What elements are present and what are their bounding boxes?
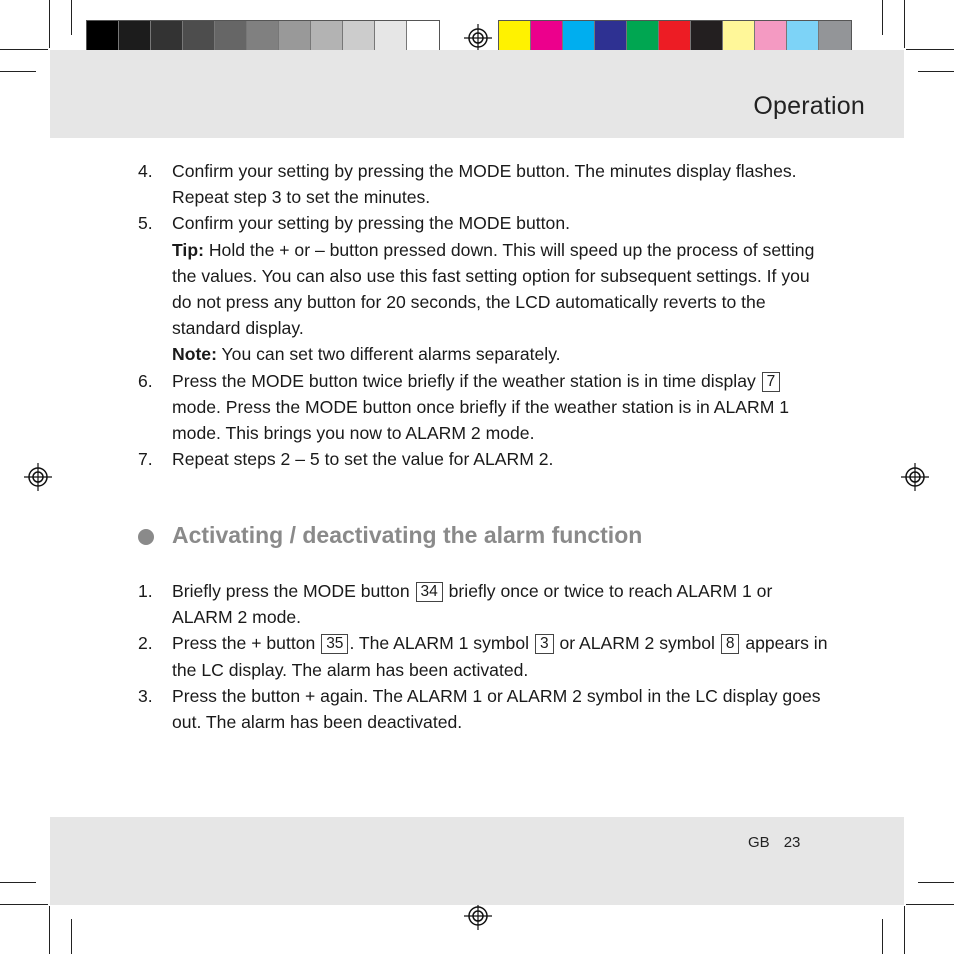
- registration-mark-left: [24, 463, 52, 491]
- color-swatch: [659, 21, 691, 53]
- reference-number: 35: [321, 634, 348, 654]
- list-item: [138, 446, 828, 472]
- alarm-steps-list: [138, 578, 828, 735]
- paragraph-text: Confirm your setting by pressing the MODE button. The minutes display flashes. Repeat step 3 to set the minutes.: [172, 161, 797, 208]
- paragraph-text: . The ALARM 1 symbol: [349, 633, 534, 654]
- section-bullet: [138, 529, 154, 545]
- crop-line: [0, 904, 48, 905]
- step-paragraph: [172, 683, 828, 735]
- crop-line: [49, 0, 50, 48]
- color-swatch: [247, 21, 279, 53]
- setting-steps-list: [138, 158, 828, 472]
- color-swatch: [499, 21, 531, 53]
- reference-number: 34: [416, 582, 443, 602]
- paragraph-text: Repeat steps 2 – 5 to set the value for ALARM 2.: [172, 449, 554, 470]
- crop-line: [0, 882, 36, 883]
- crop-line: [904, 906, 905, 954]
- step-paragraph: [172, 158, 828, 210]
- language-code: GB: [748, 834, 770, 851]
- paragraph-text: Confirm your setting by pressing the MODE button.: [172, 213, 570, 234]
- step-paragraph: [172, 237, 828, 342]
- step-number: 1.: [138, 581, 153, 601]
- color-swatch: [595, 21, 627, 53]
- crop-line: [918, 882, 954, 883]
- reference-number: 8: [721, 634, 740, 654]
- crop-line: [918, 71, 954, 72]
- crop-line: [71, 919, 72, 954]
- page-number: 23: [783, 834, 801, 851]
- step-paragraph: [172, 630, 828, 682]
- crop-line: [71, 0, 72, 35]
- color-swatch: [375, 21, 407, 53]
- step-paragraph: [172, 210, 828, 236]
- crop-line: [0, 49, 48, 50]
- paragraph-text: Hold the + or – button pressed down. This will speed up the process of setting the values. You can also use this fast setting option for subsequent settings. If you do not press any button for 20 seconds, the LCD automatically reverts to the standard display.: [172, 239, 815, 339]
- paragraph-text: Press the + button: [172, 633, 321, 654]
- reference-number: 3: [535, 634, 554, 654]
- color-swatch: [311, 21, 343, 53]
- step-number: 6.: [138, 370, 153, 391]
- crop-line: [49, 906, 50, 954]
- crop-line: [904, 0, 905, 48]
- step-paragraph: [172, 368, 828, 447]
- color-swatch: [531, 21, 563, 53]
- color-swatch: [563, 21, 595, 53]
- color-swatch: [279, 21, 311, 53]
- color-swatch: [119, 21, 151, 53]
- paragraph-lead: Tip:: [172, 239, 204, 260]
- paragraph-text: You can set two different alarms separately.: [216, 344, 561, 365]
- color-swatch: [819, 21, 851, 53]
- color-swatch: [215, 21, 247, 53]
- reference-number: 7: [762, 372, 781, 392]
- color-swatch: [151, 21, 183, 53]
- step-paragraph: [172, 446, 828, 472]
- color-swatch: [627, 21, 659, 53]
- paragraph-text: or ALARM 2 symbol: [554, 633, 720, 654]
- paragraph-text: mode. Press the MODE button once briefly if the weather station is in ALARM 1 mode. This brings you now to ALARM 2 mode.: [172, 396, 790, 444]
- list-item: [138, 630, 828, 682]
- paragraph-text: briefly once or twice to reach ALARM 1 or ALARM 2 mode.: [172, 581, 773, 628]
- list-item: [138, 210, 828, 367]
- registration-mark-right: [901, 463, 929, 491]
- color-swatch: [87, 21, 119, 53]
- footer: [748, 834, 814, 851]
- crop-line: [882, 0, 883, 35]
- paragraph-text: appears in the LC display. The alarm has been activated.: [172, 633, 828, 680]
- page-title: Operation: [753, 92, 865, 120]
- step-number: 3.: [138, 685, 153, 706]
- color-swatch: [183, 21, 215, 53]
- step-paragraph: [172, 578, 828, 630]
- section-heading: Activating / deactivating the alarm function: [172, 522, 643, 548]
- color-strip: [498, 20, 852, 54]
- crop-line: [882, 919, 883, 954]
- list-item: [138, 578, 828, 630]
- step-number: 2.: [138, 633, 153, 654]
- color-swatch: [723, 21, 755, 53]
- footer-band: [50, 817, 904, 905]
- color-swatch: [343, 21, 375, 53]
- crop-line: [0, 71, 36, 72]
- color-swatch: [407, 21, 439, 53]
- color-swatch: [691, 21, 723, 53]
- step-number: 7.: [138, 449, 153, 470]
- color-swatch: [755, 21, 787, 53]
- paragraph-text: Briefly press the MODE button: [172, 581, 415, 601]
- registration-mark-top: [464, 24, 492, 52]
- paragraph-text: Press the button + again. The ALARM 1 or ALARM 2 symbol in the LC display goes out. The alarm has been deactivated.: [172, 685, 821, 733]
- step-number: 5.: [138, 213, 153, 234]
- step-number: 4.: [138, 161, 153, 181]
- step-paragraph: [172, 341, 828, 367]
- color-swatch: [787, 21, 819, 53]
- paragraph-text: Press the MODE button twice briefly if the weather station is in time display: [172, 370, 761, 391]
- list-item: [138, 683, 828, 735]
- crop-line: [906, 904, 954, 905]
- list-item: [138, 368, 828, 447]
- list-item: [138, 158, 828, 210]
- paragraph-lead: Note:: [172, 344, 217, 365]
- crop-line: [906, 49, 954, 50]
- registration-mark-bottom: [464, 902, 492, 930]
- grayscale-strip: [86, 20, 440, 54]
